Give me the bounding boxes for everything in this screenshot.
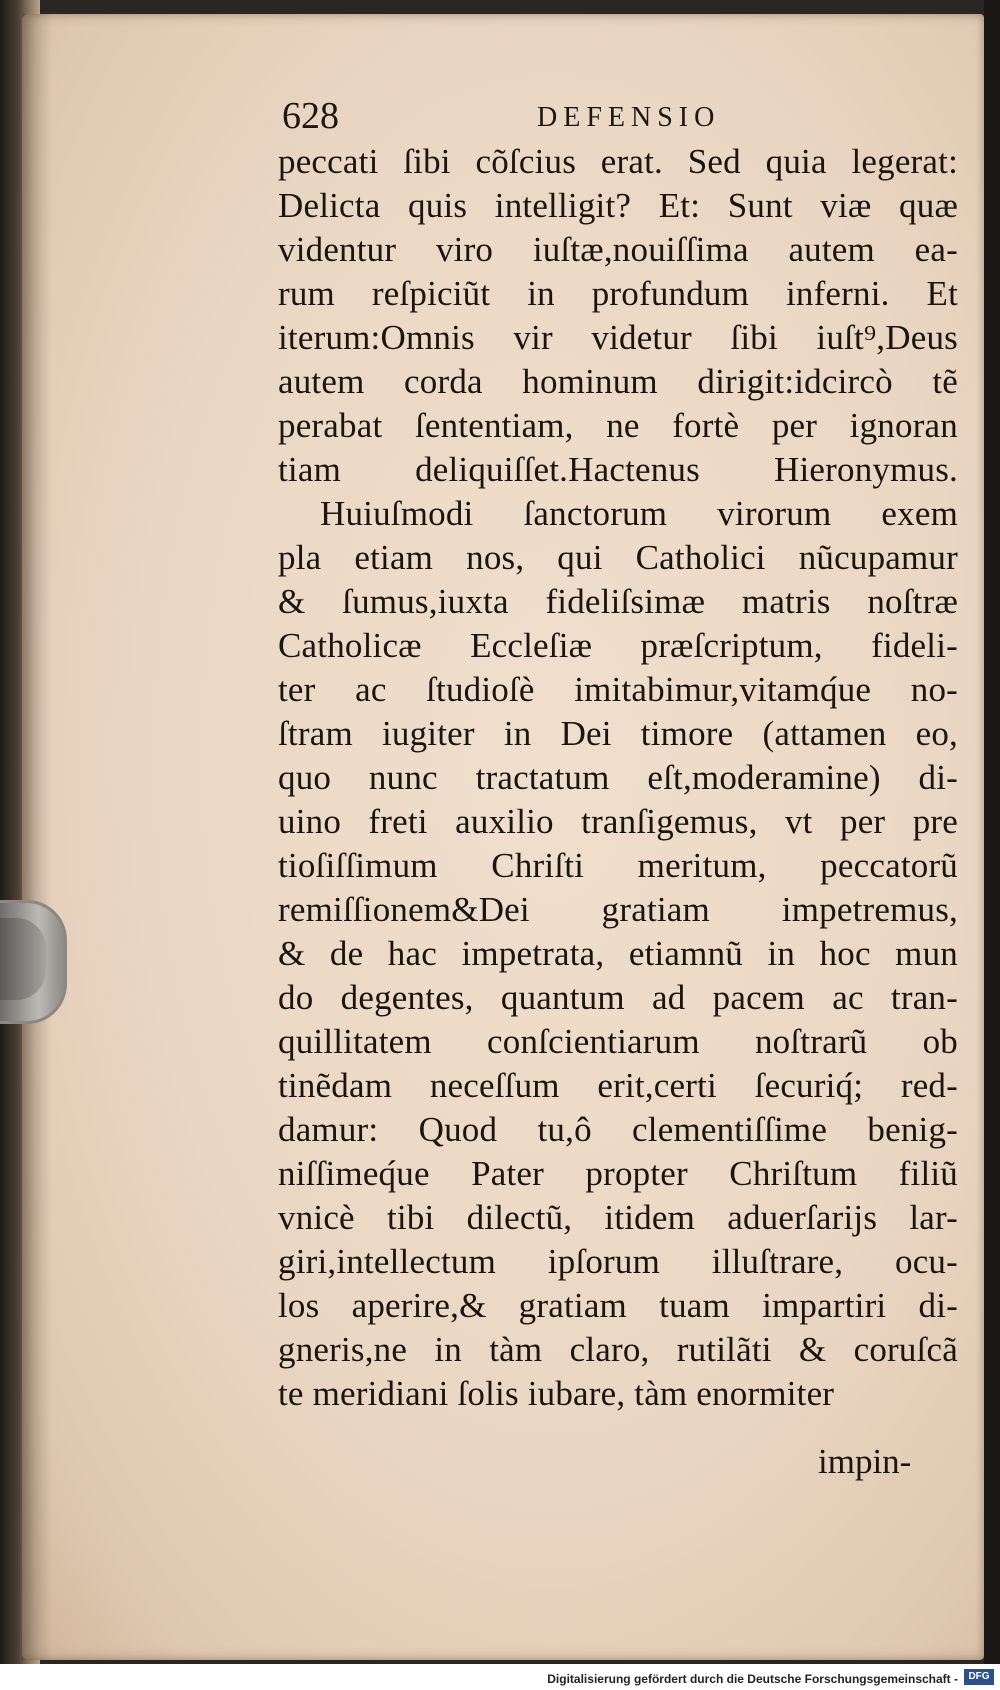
funding-credit: Digitalisierung gefördert durch die Deutsche Forschungsgemeinschaft - (547, 1672, 958, 1686)
text-line: Delicta quis intelligit? Et: Sunt viæ quæ (278, 186, 958, 225)
text-line: iterum:Omnis vir videtur ſibi iuſt⁹,Deus (278, 318, 958, 357)
text-line: tiam deliquiſſet.Hactenus Hieronymus. (278, 450, 958, 489)
text-line: quo nunc tractatum eſt,moderamine) di- (278, 758, 958, 797)
text-line: rum reſpiciũt in profundum inferni. Et (278, 274, 958, 313)
dfg-logo[interactable]: DFG (964, 1669, 994, 1685)
text-line: tinẽdam neceſſum erit,certi ſecuriq́; red- (278, 1066, 958, 1105)
text-line: videntur viro iuſtæ,nouiſſima autem ea- (278, 230, 958, 269)
text-line: & ſumus,iuxta fideliſsimæ matris noſtræ (278, 582, 958, 621)
scanner-surround (984, 0, 1000, 1664)
text-line: pla etiam nos, qui Catholici nũcupamur (278, 538, 958, 577)
text-line: vnicè tibi dilectũ, itidem aduerſarijs lar- (278, 1198, 958, 1237)
text-line: te meridiani ſolis iubare, tàm enormiter (278, 1374, 835, 1413)
text-line: ter ac ſtudioſè imitabimur,vitamq́ue no- (278, 670, 958, 709)
text-line: & de hac impetrata, etiamnũ in hoc mun (278, 934, 958, 973)
text-line: perabat ſententiam, ne fortè per ignoran (278, 406, 958, 445)
running-title: DEFENSIO (537, 102, 721, 133)
text-line: los aperire,& gratiam tuam impartiri di- (278, 1286, 958, 1325)
text-line: ſtram iugiter in Dei timore (attamen eo, (278, 714, 958, 753)
text-line: tioſiſſimum Chriſti meritum, peccatorũ (278, 846, 958, 885)
text-line: quillitatem conſcientiarum noſtrarũ ob (278, 1022, 958, 1061)
text-line: do degentes, quantum ad pacem ac tran- (278, 978, 958, 1017)
text-line: niſſimeq́ue Pater propter Chriſtum filiũ (278, 1154, 958, 1193)
text-line: peccati ſibi cõſcius erat. Sed quia legerat: (278, 142, 958, 181)
running-head (282, 94, 742, 138)
text-line: uino freti auxilio tranſigemus, vt per pre (278, 802, 958, 841)
clasp-inner (0, 918, 46, 1000)
page-number: 628 (282, 95, 339, 137)
text-line: damur: Quod tu,ô clementiſſime benig- (278, 1110, 958, 1149)
footer-bar (0, 1664, 1000, 1690)
paragraph-start-line: Huiuſmodi ſanctorum virorum exem (320, 494, 958, 533)
text-line: autem corda hominum dirigit:idcircò tẽ (278, 362, 958, 401)
text-line: giri,intellectum ipſorum illuſtrare, ocu- (278, 1242, 958, 1281)
text-line: Catholicæ Eccleſiæ præſcriptum, fideli- (278, 626, 958, 665)
text-line: remiſſionem&Dei gratiam impetremus, (278, 890, 958, 929)
body-text (278, 140, 958, 1416)
catchword: impin- (818, 1442, 912, 1481)
text-line: gneris,ne in tàm claro, rutilãti & coruſcã (278, 1330, 958, 1369)
